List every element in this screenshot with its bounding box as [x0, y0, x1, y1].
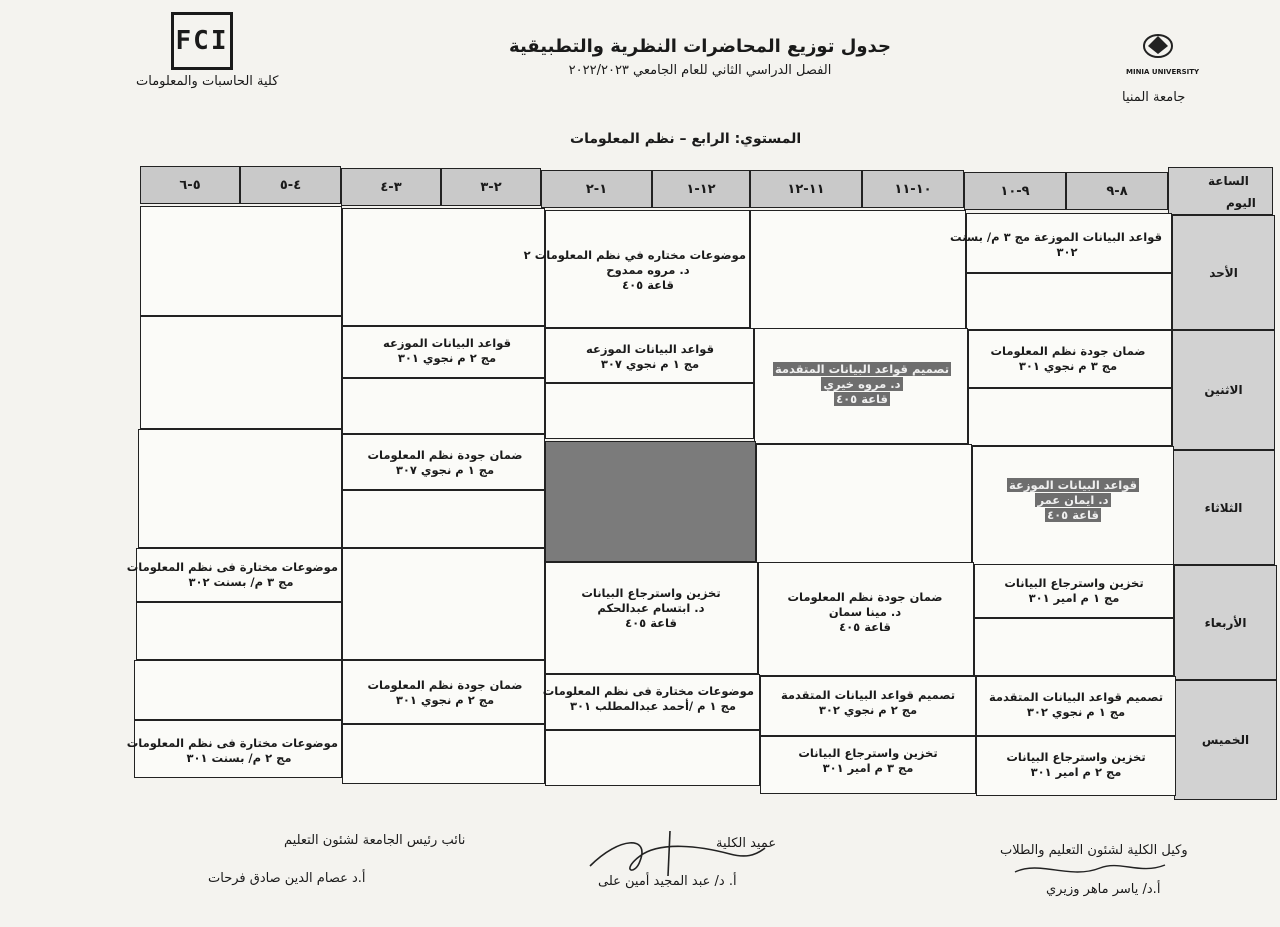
- document-title: جدول توزيع المحاضرات النظرية والتطبيقية: [509, 36, 891, 57]
- faculty-logo-text: FCI: [175, 26, 229, 56]
- lesson-line: ٣٠٢: [1056, 245, 1078, 259]
- lesson-line: ضمان جودة نظم المعلومات: [787, 590, 943, 604]
- lesson-line: قاعة ٤٠٥: [839, 620, 891, 634]
- lesson-line: مج ٢ م نجوي ٣٠١: [395, 693, 495, 707]
- tue-2-4-bottom: [342, 490, 545, 548]
- tue-4-6: [138, 429, 342, 548]
- lesson-line: مج ٢ م/ بسنت ٣٠١: [186, 751, 292, 765]
- slot-header-1-2: ١-٢: [541, 170, 652, 208]
- lesson-line: مج ٢ م نجوي ٣٠١: [397, 351, 497, 365]
- lesson-line: د. مروه خيري: [823, 377, 901, 391]
- corner-hour-label: الساعة: [1208, 174, 1249, 188]
- wed-2-4: [342, 548, 545, 660]
- lesson-line: مج ١ م نجوي ٣٠٢: [1026, 705, 1126, 719]
- lesson-line: قواعد البيانات الموزعة مج ٣ م/ بسنت: [950, 230, 1162, 244]
- lesson-line: موضوعات مختارة فى نظم المعلومات: [126, 560, 338, 574]
- slot-header-4-5: ٤-٥: [240, 166, 341, 204]
- slot-header-11-12: ١١-١٢: [750, 170, 862, 208]
- lesson-line: ضمان جودة نظم المعلومات: [367, 678, 523, 692]
- slot-header-2-3: ٢-٣: [441, 168, 541, 206]
- thu-4-6-top: [134, 660, 342, 720]
- wed-4-6-bottom: [136, 602, 342, 660]
- mon-12-2-bottom: [545, 383, 754, 439]
- slot-header-8-9: ٨-٩: [1066, 172, 1168, 210]
- lesson-line: قواعد البيانات الموزعه: [383, 336, 511, 350]
- lesson-tue-1: [988, 478, 1158, 523]
- slot-header-3-4: ٣-٤: [341, 168, 441, 206]
- slot-header-12-1: ١٢-١: [652, 170, 750, 208]
- mon-4-6: [140, 316, 342, 429]
- university-logo-text: MINIA UNIVERSITY: [1126, 68, 1200, 76]
- lesson-line: ضمان جودة نظم المعلومات: [367, 448, 523, 462]
- lesson-line: مج ٣ م نجوي ٣٠١: [1018, 359, 1118, 373]
- lesson-line: د. ابتسام عبدالحكم: [597, 601, 705, 615]
- lesson-line: قواعد البيانات الموزعة: [1009, 478, 1137, 492]
- lesson-wed-3: [556, 586, 746, 631]
- sun-2-4: [342, 208, 545, 326]
- lesson-thu-2: [986, 750, 1166, 780]
- lesson-line: مج ١ م نجوي ٣٠٧: [600, 357, 700, 371]
- lesson-line: تخزين واسترجاع البيانات: [581, 586, 721, 600]
- lesson-line: مج ١ م /أحمد عبدالمطلب ٣٠١: [570, 699, 736, 713]
- lesson-line: مج ٢ م امير ٣٠١: [1030, 765, 1122, 779]
- lesson-thu-4: [770, 746, 966, 776]
- faculty-logo: [171, 12, 233, 70]
- lesson-wed-1: [984, 576, 1164, 606]
- lesson-line: تخزين واسترجاع البيانات: [1006, 750, 1146, 764]
- lesson-sun-2: [523, 248, 746, 293]
- lesson-line: مج ٣ م امير ٣٠١: [822, 761, 914, 775]
- document-subtitle: الفصل الدراسي الثاني للعام الجامعي ٢٠٢٢/٢٠٢٣: [568, 63, 832, 78]
- thu-2-4-bottom: [342, 724, 545, 784]
- day-tuesday: الثلاثاء: [1172, 450, 1275, 565]
- lesson-line: قواعد البيانات الموزعه: [586, 342, 714, 356]
- slot-header-5-6: ٥-٦: [140, 166, 240, 204]
- lesson-line: تصميم قواعد البيانات المتقدمة: [780, 688, 956, 702]
- vp-title: نائب رئيس الجامعة لشئون التعليم: [284, 833, 466, 848]
- lesson-wed-4: [126, 560, 338, 590]
- lesson-line: مج ٣ م/ بسنت ٣٠٢: [188, 575, 294, 589]
- dean-title: عميد الكلية: [716, 836, 777, 851]
- lesson-line: د. ايمان عمر: [1037, 493, 1109, 507]
- lesson-line: مج ١ م امير ٣٠١: [1028, 591, 1120, 605]
- lesson-tue-2: [350, 448, 540, 478]
- lesson-line: قاعة ٤٠٥: [625, 616, 677, 630]
- vp-name: أ.د عصام الدين صادق فرحات: [208, 871, 366, 886]
- lesson-thu-1: [986, 690, 1166, 720]
- lesson-line: قاعة ٤٠٥: [622, 278, 674, 292]
- lesson-sun-1: [950, 230, 1162, 260]
- mon-8-10-bottom: [968, 388, 1172, 446]
- wed-8-10-bottom: [974, 618, 1174, 676]
- lesson-thu-6: [350, 678, 540, 708]
- lesson-thu-5: [542, 684, 754, 714]
- lesson-line: د. مينا سمان: [828, 605, 902, 619]
- university-name: جامعة المنيا: [1122, 90, 1186, 105]
- day-wednesday: الأربعاء: [1174, 565, 1277, 680]
- lesson-line: مج ٢ م نجوي ٣٠٢: [818, 703, 918, 717]
- slot-header-9-10: ٩-١٠: [964, 172, 1066, 210]
- vice-dean-title: وكيل الكلية لشئون التعليم والطلاب: [1000, 843, 1188, 858]
- lesson-thu-7: [126, 736, 338, 766]
- lesson-line: موضوعات مختارة فى نظم المعلومات: [126, 736, 338, 750]
- lesson-line: قاعة ٤٠٥: [836, 392, 888, 406]
- vice-dean-name: أ.د/ ياسر ماهر وزيري: [1046, 882, 1161, 897]
- faculty-name: كلية الحاسبات والمعلومات: [136, 74, 279, 89]
- lesson-mon-1: [978, 344, 1158, 374]
- day-sunday: الأحد: [1172, 215, 1275, 330]
- day-thursday: الخميس: [1174, 680, 1277, 800]
- mon-2-4-bottom: [342, 378, 545, 434]
- lesson-line: موضوعات مختارة فى نظم المعلومات: [542, 684, 754, 698]
- lesson-line: تصميم قواعد البيانات المتقدمة: [988, 690, 1164, 704]
- thu-12-2-bottom: [545, 730, 760, 786]
- lesson-mon-2: [770, 362, 954, 407]
- tue-10-12: [756, 444, 972, 564]
- lesson-thu-3: [770, 688, 966, 718]
- lesson-line: تخزين واسترجاع البيانات: [798, 746, 938, 760]
- sun-4-6: [140, 206, 342, 316]
- sun-10-12: [750, 210, 966, 330]
- day-monday: الاثنين: [1172, 330, 1275, 450]
- university-logo: [1126, 26, 1200, 78]
- dean-signature: [580, 826, 770, 886]
- lesson-mon-3: [555, 342, 745, 372]
- lesson-line: د. مروه ممدوح: [606, 263, 690, 277]
- lesson-line: تخزين واسترجاع البيانات: [1004, 576, 1144, 590]
- slot-header-10-11: ١٠-١١: [862, 170, 964, 208]
- dean-name: أ. د/ عبد المجيد أمين على: [598, 874, 737, 889]
- vice-dean-signature: [1010, 850, 1170, 884]
- tue-12-2-blocked: [545, 441, 756, 562]
- corner-day-label: اليوم: [1226, 196, 1256, 210]
- lesson-line: مج ١ م نجوي ٣٠٧: [395, 463, 495, 477]
- lesson-line: قاعة ٤٠٥: [1047, 508, 1099, 522]
- level-title: المستوي: الرابع – نظم المعلومات: [570, 131, 802, 147]
- lesson-wed-2: [770, 590, 960, 635]
- lesson-mon-4: [352, 336, 542, 366]
- sun-8-10-bottom: [966, 273, 1172, 330]
- lesson-line: تصميم قواعد البيانات المتقدمة: [774, 362, 950, 376]
- lesson-line: ضمان جودة نظم المعلومات: [990, 344, 1146, 358]
- lesson-line: موضوعات مختاره في نظم المعلومات ٢: [523, 248, 746, 262]
